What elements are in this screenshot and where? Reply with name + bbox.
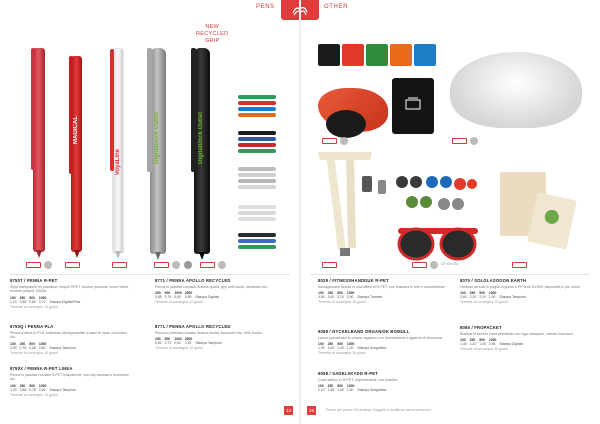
price: 1,50 bbox=[346, 388, 354, 393]
qty: 1000 bbox=[38, 341, 47, 346]
pen-apollo-grey bbox=[150, 48, 166, 254]
product-tag bbox=[112, 262, 127, 268]
qty: 100 bbox=[460, 291, 466, 296]
product-block bbox=[155, 279, 285, 305]
price-table bbox=[155, 291, 222, 299]
pen-tip bbox=[74, 250, 80, 258]
product-block bbox=[10, 279, 130, 309]
price: 1,05 bbox=[479, 342, 486, 347]
price: 2,30 bbox=[469, 295, 477, 300]
print-method: Stampa Tampone bbox=[499, 295, 526, 300]
pen-tip bbox=[36, 250, 42, 258]
qty: 500 bbox=[479, 338, 485, 343]
page-number-right: 15 bbox=[308, 408, 314, 413]
delivery-note: Termine di consegna 10 giorni bbox=[155, 300, 203, 305]
qty: 1000 bbox=[346, 342, 355, 347]
delivery-note: Termine di consegna 15 giorni bbox=[318, 351, 366, 356]
product-block bbox=[10, 325, 130, 355]
tab-pens[interactable]: PENS bbox=[256, 4, 275, 10]
footer-note: Prezzi per pezzo IVA esclusa. Soggetti a modifiche senza preavviso. bbox=[326, 408, 432, 412]
price: 0,82 bbox=[155, 341, 162, 346]
price: 1,90 bbox=[318, 346, 325, 351]
mini-pen bbox=[238, 173, 276, 177]
qty: 1000 bbox=[38, 383, 47, 388]
sunglasses-large-icon bbox=[396, 222, 480, 264]
print-method: Stampa Digitale/Pad bbox=[49, 299, 81, 304]
price: 3,10 bbox=[337, 295, 344, 300]
pen-clip bbox=[110, 49, 114, 171]
product-block bbox=[318, 372, 450, 392]
pouch-orange bbox=[390, 44, 412, 66]
print-method: Stampa Transfer bbox=[357, 295, 383, 300]
price: 0,70 bbox=[38, 299, 46, 304]
qty: 250 bbox=[155, 337, 161, 342]
badge-line3: GRIP bbox=[204, 38, 220, 44]
product-tag bbox=[322, 262, 337, 268]
price: 0,59 bbox=[184, 295, 192, 300]
badge-line1: NEW bbox=[205, 24, 220, 30]
product-desc: Copri sellino in R-PET, impermeabile, con elastico. bbox=[318, 377, 399, 382]
buckle bbox=[362, 176, 372, 192]
qty: 500 bbox=[164, 337, 171, 342]
qty: 250 bbox=[327, 291, 334, 296]
price: 1,00 bbox=[10, 387, 17, 392]
price: 2,10 bbox=[479, 295, 486, 300]
qty: 250 bbox=[155, 291, 161, 296]
saddle-cover bbox=[450, 52, 582, 128]
price: 2,10 bbox=[318, 388, 325, 393]
qty: 100 bbox=[10, 341, 16, 346]
pen-print: MAGICAL bbox=[73, 116, 79, 144]
price: 0,69 bbox=[174, 295, 181, 300]
qty: 500 bbox=[29, 383, 35, 388]
qty: 500 bbox=[29, 341, 35, 346]
price: 0,72 bbox=[164, 341, 172, 346]
pen-print: DigitalDock Outlet bbox=[154, 112, 160, 165]
qty: 250 bbox=[327, 342, 334, 347]
qty: 250 bbox=[469, 338, 476, 343]
product-desc: Penna in plastica riciclata R-PET trasparente, con clip colorata e inchiostro blu. bbox=[10, 372, 129, 382]
mini-pen bbox=[238, 233, 276, 237]
qty: 1000 bbox=[174, 337, 182, 342]
price: 0,75 bbox=[29, 387, 36, 392]
product-tag bbox=[154, 262, 169, 268]
divider bbox=[10, 274, 290, 275]
product-tag bbox=[512, 262, 527, 268]
price: 1,20 bbox=[469, 342, 477, 347]
price-table bbox=[10, 342, 79, 350]
product-block bbox=[10, 367, 130, 397]
mini-pen bbox=[238, 113, 276, 117]
qty: 2500 bbox=[184, 291, 193, 296]
pouch-black bbox=[318, 44, 340, 66]
ce-badge: CE EN ISO bbox=[441, 262, 459, 266]
product-block bbox=[460, 279, 588, 305]
qty: 1000 bbox=[488, 338, 497, 343]
price: 1,20 bbox=[346, 346, 354, 351]
price: 2,60 bbox=[460, 295, 467, 300]
pen-clip bbox=[147, 48, 152, 172]
pen-clip bbox=[191, 48, 196, 172]
mini-pen bbox=[238, 131, 276, 135]
pen-clip bbox=[69, 56, 73, 174]
delivery-note: Termine di consegna 10 giorni bbox=[10, 350, 58, 355]
product-title: 8070 / SOLGLASOGON EARTH bbox=[460, 278, 527, 283]
product-title: 9088 / NYCKELBAND ORGANISK BOMULL bbox=[318, 329, 410, 334]
price: 1,40 bbox=[460, 342, 467, 347]
price: 0,60 bbox=[38, 345, 46, 350]
product-block bbox=[318, 279, 450, 305]
price-table bbox=[10, 296, 83, 304]
delivery-note: Termine di consegna 15 giorni bbox=[460, 347, 508, 352]
clip bbox=[378, 180, 386, 194]
qty: 100 bbox=[318, 291, 324, 296]
product-title: 8750T / PENNA R-PET bbox=[10, 278, 58, 283]
product-desc: Penna in plastica riciclata, finitura lucida, inchiostro blu, refill Jumbo. bbox=[155, 330, 264, 335]
badge-line2: RECYCLED bbox=[196, 31, 229, 37]
mini-pen bbox=[238, 149, 276, 153]
towel-black bbox=[326, 110, 366, 138]
qty: 250 bbox=[19, 383, 26, 388]
divider bbox=[310, 274, 590, 275]
price-table bbox=[155, 337, 225, 345]
price: 0,88 bbox=[19, 387, 27, 392]
qty: 1000 bbox=[174, 291, 182, 296]
delivery-note: Termine di consegna 10 giorni bbox=[155, 346, 203, 351]
price-table bbox=[318, 342, 389, 350]
product-desc: Asciugamano fitness in microfibra di R-PET, con custodia in rete e moschettone. bbox=[318, 284, 446, 289]
qty: 100 bbox=[460, 338, 466, 343]
qty: 100 bbox=[318, 384, 324, 389]
price: 0,68 bbox=[29, 345, 36, 350]
product-desc: Occhiali da sole in paglia di grano e PP, lenti UV400, disponibili in più colori. bbox=[460, 284, 581, 289]
print-method: Stampa Digitale bbox=[195, 295, 220, 300]
mini-pen bbox=[238, 205, 276, 209]
delivery-note: Termine di consegna 10 giorni bbox=[10, 304, 58, 309]
leaf-icon bbox=[544, 209, 561, 226]
product-tag bbox=[26, 262, 41, 268]
lanyard-icon bbox=[316, 150, 376, 260]
pouch-blue bbox=[414, 44, 436, 66]
delivery-note: Termine di consegna 15 giorni bbox=[318, 300, 366, 305]
product-tag bbox=[322, 138, 337, 144]
print-method: Stampa Tampone bbox=[195, 341, 222, 346]
product-title: 8085 / FROPACKET bbox=[460, 325, 502, 330]
qty: 1000 bbox=[488, 291, 497, 296]
eco-dot bbox=[430, 261, 438, 269]
price: 3,40 bbox=[327, 295, 335, 300]
pouch-red bbox=[342, 44, 364, 66]
product-tag bbox=[200, 262, 215, 268]
price: 0,52 bbox=[184, 341, 192, 346]
product-tag bbox=[452, 138, 467, 144]
qty: 100 bbox=[10, 383, 16, 388]
product-title: 8029 / FITNESSHANDDUK R-PET bbox=[318, 278, 389, 283]
price-table bbox=[10, 384, 79, 392]
pouch-green bbox=[366, 44, 388, 66]
price: 0,78 bbox=[19, 345, 27, 350]
qty: 100 bbox=[10, 295, 16, 300]
mini-pen bbox=[238, 211, 276, 215]
pen-rpet-red bbox=[33, 48, 45, 252]
seed-card bbox=[527, 192, 577, 249]
pen-pla-red bbox=[71, 56, 82, 252]
price-table bbox=[318, 291, 385, 299]
price: 1,85 bbox=[327, 388, 335, 393]
product-desc: Bustina di semi in carta piantabile con logo stampato, include istruzioni. bbox=[460, 331, 574, 336]
qty: 250 bbox=[19, 295, 26, 300]
mini-pen bbox=[238, 101, 276, 105]
qty: 500 bbox=[29, 295, 35, 300]
price: 3,80 bbox=[318, 295, 325, 300]
pen-apollo-black bbox=[194, 48, 210, 254]
qty: 250 bbox=[19, 341, 26, 346]
product-block bbox=[460, 326, 588, 352]
mini-pen bbox=[238, 95, 276, 99]
print-method: Stampa Serigrafica bbox=[357, 346, 387, 351]
price-table bbox=[318, 384, 389, 392]
price: 1,10 bbox=[10, 299, 17, 304]
pen-print: VoyaLine bbox=[115, 149, 121, 176]
qty: 500 bbox=[479, 291, 485, 296]
page-fold bbox=[299, 0, 301, 424]
product-title: 8750X / PENNA R-PET LINEA bbox=[10, 366, 73, 371]
delivery-note: Termine di consegna 10 giorni bbox=[10, 392, 58, 397]
mini-pen bbox=[238, 143, 276, 147]
qty: 500 bbox=[164, 291, 171, 296]
qty: 2500 bbox=[184, 337, 193, 342]
qty: 500 bbox=[337, 342, 343, 347]
pen-tip bbox=[199, 252, 205, 260]
price: 1,90 bbox=[488, 295, 496, 300]
sunglasses-small-icon bbox=[392, 172, 478, 216]
print-method: Stampa Tampone bbox=[49, 345, 76, 350]
product-title: 8750Q / PENNA PLA bbox=[10, 324, 54, 329]
print-method: Stampa Digitale bbox=[499, 342, 524, 347]
price: 0,95 bbox=[19, 299, 27, 304]
product-tag bbox=[412, 262, 427, 268]
product-desc: Laccio portachiavi in cotone organico con moschettone e sgancio di sicurezza. bbox=[318, 335, 443, 340]
product-desc: Stylo transparent en plastique recyclé RPET, bouton poussoir, encre bleue, écriture jusqu'à 1200m. bbox=[10, 284, 130, 294]
qty: 100 bbox=[318, 342, 324, 347]
mini-pen bbox=[238, 179, 276, 183]
price: 1,60 bbox=[327, 346, 335, 351]
price-table bbox=[460, 291, 529, 299]
mini-pen bbox=[238, 185, 276, 189]
qty: 1000 bbox=[38, 295, 47, 300]
qty: 1000 bbox=[346, 291, 355, 296]
product-desc: Penna in plastica riciclata, finitura opaca, grip soft-touch, inchiostro blu. bbox=[155, 284, 269, 289]
print-method: Stampa Tampone bbox=[49, 387, 76, 392]
price: 0,79 bbox=[164, 295, 172, 300]
qty: 250 bbox=[327, 384, 334, 389]
price: 0,95 bbox=[488, 342, 496, 347]
price: 2,90 bbox=[346, 295, 354, 300]
new-recycled-grip-badge bbox=[196, 24, 228, 45]
pen-print: DigitalDock Outlet bbox=[198, 112, 204, 165]
mini-pen bbox=[238, 239, 276, 243]
product-title: 8771 / PENNA APOLLO RECYCLED bbox=[155, 324, 231, 329]
mini-pen bbox=[238, 107, 276, 111]
print-method: Stampa Serigrafica bbox=[357, 388, 387, 393]
price-table bbox=[460, 338, 526, 346]
qty: 250 bbox=[469, 291, 476, 296]
qty: 500 bbox=[337, 291, 343, 296]
price: 0,62 bbox=[174, 341, 181, 346]
product-block bbox=[155, 325, 285, 351]
price: 1,65 bbox=[337, 388, 344, 393]
eco-dot bbox=[172, 261, 180, 269]
mesh-bag bbox=[392, 78, 434, 134]
eco-dot bbox=[470, 137, 478, 145]
pen-tip bbox=[115, 251, 121, 259]
page-number-left: 14 bbox=[285, 408, 291, 413]
price: 0,65 bbox=[38, 387, 46, 392]
pen-rpet-clear bbox=[112, 48, 124, 254]
price: 0,80 bbox=[29, 299, 36, 304]
eco-dot bbox=[340, 137, 348, 145]
mini-pen bbox=[238, 217, 276, 221]
mini-pen bbox=[238, 245, 276, 249]
eco-dot bbox=[44, 261, 52, 269]
product-title: 9058 / SADELSKYDD R-PET bbox=[318, 371, 378, 376]
price: 0,89 bbox=[155, 295, 162, 300]
price: 0,90 bbox=[10, 345, 17, 350]
mini-pen bbox=[238, 167, 276, 171]
delivery-note: Termine di consegna 15 giorni bbox=[460, 300, 508, 305]
product-desc: Penna a sfera in PLA, materiale biodegradabile a base di mais, inchiostro blu. bbox=[10, 330, 127, 340]
product-block bbox=[318, 330, 450, 356]
pen-tip bbox=[155, 252, 161, 260]
qty: 500 bbox=[337, 384, 343, 389]
basket-icon bbox=[392, 78, 434, 134]
mini-pen bbox=[238, 137, 276, 141]
eco-dot bbox=[184, 261, 192, 269]
pen-clip bbox=[31, 48, 35, 170]
qty: 1000 bbox=[346, 384, 355, 389]
eco-dot bbox=[218, 261, 226, 269]
tab-other[interactable]: OTHER bbox=[324, 4, 348, 10]
price: 1,40 bbox=[337, 346, 344, 351]
product-title: 8771 / PENNA APOLLO RECYCLED bbox=[155, 278, 231, 283]
product-tag bbox=[65, 262, 80, 268]
